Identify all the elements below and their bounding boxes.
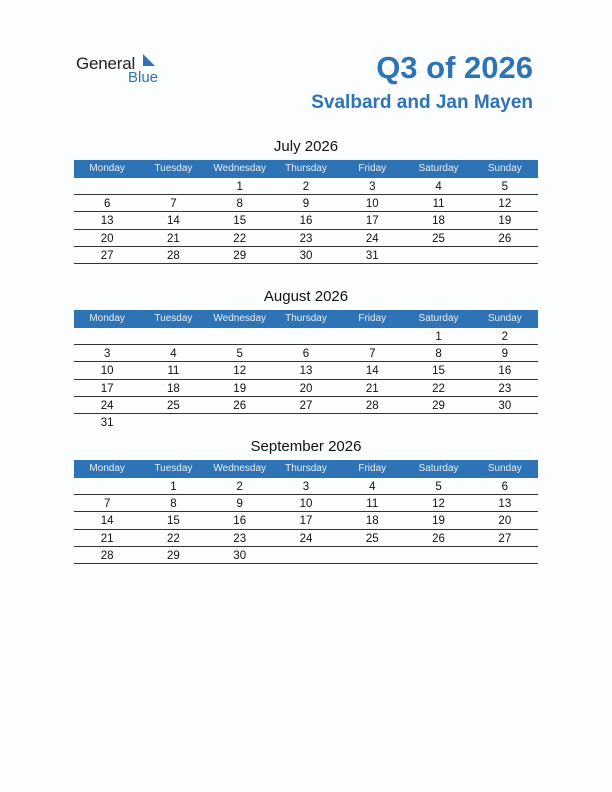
weekday-label: Saturday bbox=[418, 463, 459, 474]
day-cell: 1 bbox=[170, 481, 177, 493]
day-cell: 29 bbox=[432, 399, 445, 412]
day-cell bbox=[74, 328, 140, 344]
weekday-label: Wednesday bbox=[213, 463, 267, 474]
day-cell: 17 bbox=[365, 215, 379, 228]
week-row bbox=[74, 380, 538, 397]
day-cell bbox=[472, 414, 538, 431]
day-cell bbox=[273, 328, 339, 344]
day-cell bbox=[405, 247, 471, 263]
day-cell: 4 bbox=[170, 348, 177, 361]
day-cell: 5 bbox=[435, 481, 442, 493]
day-cell: 22 bbox=[233, 232, 247, 245]
day-cell bbox=[273, 547, 339, 563]
day-cell bbox=[472, 247, 538, 263]
month-calendar-september bbox=[74, 437, 538, 564]
day-cell: 13 bbox=[498, 498, 512, 511]
day-cell: 8 bbox=[236, 198, 243, 211]
day-cell: 29 bbox=[233, 249, 247, 262]
day-cell: 9 bbox=[302, 198, 310, 211]
day-cell: 11 bbox=[167, 365, 180, 378]
day-cell bbox=[74, 478, 140, 494]
day-cell: 21 bbox=[365, 382, 379, 395]
day-cell: 20 bbox=[299, 382, 313, 395]
logo-blue-text: Blue bbox=[128, 69, 159, 86]
day-cell: 3 bbox=[103, 348, 111, 361]
day-cell: 5 bbox=[236, 348, 243, 361]
day-cell: 14 bbox=[167, 215, 180, 228]
day-cell bbox=[140, 328, 206, 344]
day-cell bbox=[273, 414, 339, 431]
day-cell bbox=[339, 414, 405, 431]
day-cell: 23 bbox=[498, 382, 512, 395]
day-cell: 29 bbox=[167, 549, 180, 562]
day-cell: 1 bbox=[236, 181, 243, 193]
day-cell: 5 bbox=[501, 181, 509, 193]
weekday-label: Thursday bbox=[285, 463, 327, 474]
generalblue-logo bbox=[76, 52, 176, 88]
week-row bbox=[74, 478, 538, 495]
weekday-label: Monday bbox=[89, 463, 125, 474]
day-cell: 8 bbox=[435, 348, 442, 361]
day-cell: 12 bbox=[432, 498, 445, 511]
month-calendar-july bbox=[74, 137, 538, 264]
day-cell: 26 bbox=[233, 399, 247, 412]
weekday-label: Wednesday bbox=[213, 163, 267, 174]
month-title: September 2026 bbox=[250, 438, 362, 455]
day-cell: 24 bbox=[299, 532, 313, 545]
week-row bbox=[74, 230, 538, 247]
day-cell: 3 bbox=[302, 481, 310, 493]
day-cell: 10 bbox=[365, 198, 379, 211]
day-cell: 9 bbox=[501, 348, 509, 361]
day-cell: 3 bbox=[369, 181, 376, 193]
day-cell: 18 bbox=[432, 215, 445, 228]
day-cell: 11 bbox=[432, 198, 445, 211]
day-cell: 6 bbox=[501, 481, 509, 493]
day-cell: 23 bbox=[233, 532, 247, 545]
day-cell: 24 bbox=[100, 399, 114, 412]
weekday-label: Thursday bbox=[285, 313, 327, 324]
day-cell: 11 bbox=[366, 498, 379, 511]
day-cell: 31 bbox=[365, 249, 379, 262]
day-cell: 6 bbox=[302, 348, 310, 361]
month-calendar-august bbox=[74, 287, 538, 431]
day-cell: 25 bbox=[365, 532, 379, 545]
weekday-label: Monday bbox=[89, 163, 125, 174]
weekday-label: Thursday bbox=[285, 163, 327, 174]
day-cell: 9 bbox=[236, 498, 243, 511]
week-rows bbox=[74, 478, 538, 564]
weekday-label: Tuesday bbox=[154, 313, 193, 324]
week-row bbox=[74, 362, 538, 379]
weekday-header bbox=[74, 160, 538, 178]
week-row bbox=[74, 512, 538, 529]
day-cell: 1 bbox=[435, 331, 442, 343]
day-cell: 20 bbox=[100, 232, 114, 245]
day-cell: 4 bbox=[435, 181, 442, 193]
day-cell bbox=[339, 547, 405, 563]
weekday-label: Saturday bbox=[418, 313, 459, 324]
day-cell: 28 bbox=[365, 399, 379, 412]
weekday-header bbox=[74, 460, 538, 478]
day-cell: 28 bbox=[100, 549, 114, 562]
week-row bbox=[74, 397, 538, 414]
logo-general-text: General bbox=[76, 54, 136, 73]
day-cell bbox=[405, 547, 471, 563]
day-cell: 2 bbox=[236, 481, 243, 493]
weekday-label: Friday bbox=[358, 163, 387, 174]
week-rows bbox=[74, 328, 538, 431]
day-cell: 18 bbox=[365, 515, 379, 528]
day-cell: 7 bbox=[103, 498, 111, 511]
weekday-label: Monday bbox=[89, 313, 125, 324]
month-title: August 2026 bbox=[263, 288, 349, 305]
day-cell: 19 bbox=[498, 215, 512, 228]
day-cell: 17 bbox=[100, 382, 114, 395]
day-cell: 15 bbox=[432, 365, 445, 378]
weekday-header bbox=[74, 310, 538, 328]
day-cell: 30 bbox=[233, 549, 247, 562]
day-cell: 24 bbox=[365, 232, 379, 245]
week-row bbox=[74, 530, 538, 547]
day-cell bbox=[140, 414, 206, 431]
day-cell: 27 bbox=[498, 532, 512, 545]
week-row bbox=[74, 414, 538, 431]
day-cell: 25 bbox=[432, 232, 445, 245]
weekday-label: Sunday bbox=[487, 313, 522, 324]
day-cell: 2 bbox=[501, 331, 509, 343]
day-cell bbox=[405, 414, 471, 431]
day-cell: 22 bbox=[432, 382, 445, 395]
weekday-label: Tuesday bbox=[154, 163, 193, 174]
day-cell bbox=[74, 178, 140, 194]
day-cell: 12 bbox=[233, 365, 247, 378]
day-cell: 6 bbox=[103, 198, 111, 211]
day-cell: 13 bbox=[100, 215, 114, 228]
day-cell: 10 bbox=[100, 365, 114, 378]
day-cell: 30 bbox=[498, 399, 512, 412]
day-cell: 31 bbox=[100, 416, 114, 429]
day-cell: 20 bbox=[498, 515, 512, 528]
day-cell bbox=[207, 414, 273, 431]
day-cell: 14 bbox=[100, 515, 114, 528]
day-cell: 18 bbox=[167, 382, 180, 395]
week-row bbox=[74, 328, 538, 345]
weekday-label: Saturday bbox=[418, 163, 459, 174]
day-cell: 25 bbox=[167, 399, 180, 412]
weekday-label: Sunday bbox=[487, 163, 522, 174]
weekday-label: Friday bbox=[358, 313, 387, 324]
logo-triangle-icon bbox=[143, 54, 155, 66]
week-row bbox=[74, 345, 538, 362]
day-cell: 13 bbox=[299, 365, 313, 378]
page-title: Q3 of 2026 bbox=[376, 50, 533, 85]
week-row bbox=[74, 547, 538, 564]
week-row bbox=[74, 195, 538, 212]
day-cell: 15 bbox=[167, 515, 180, 528]
day-cell: 15 bbox=[233, 215, 247, 228]
day-cell: 19 bbox=[233, 382, 247, 395]
day-cell: 16 bbox=[498, 365, 512, 378]
day-cell: 28 bbox=[167, 249, 180, 262]
week-row bbox=[74, 495, 538, 512]
week-row bbox=[74, 247, 538, 264]
day-cell: 12 bbox=[498, 198, 512, 211]
day-cell: 16 bbox=[299, 215, 313, 228]
day-cell bbox=[339, 328, 405, 344]
month-title: July 2026 bbox=[273, 138, 339, 155]
day-cell bbox=[207, 328, 273, 344]
day-cell bbox=[472, 547, 538, 563]
day-cell: 7 bbox=[170, 198, 177, 211]
week-rows bbox=[74, 178, 538, 264]
day-cell: 23 bbox=[299, 232, 313, 245]
weekday-label: Tuesday bbox=[154, 463, 193, 474]
day-cell: 27 bbox=[299, 399, 313, 412]
day-cell: 14 bbox=[365, 365, 379, 378]
weekday-label: Friday bbox=[358, 463, 387, 474]
day-cell: 17 bbox=[299, 515, 313, 528]
day-cell: 21 bbox=[100, 532, 114, 545]
week-row bbox=[74, 212, 538, 229]
day-cell: 10 bbox=[299, 498, 313, 511]
day-cell: 19 bbox=[432, 515, 445, 528]
day-cell: 22 bbox=[167, 532, 180, 545]
page-subtitle: Svalbard and Jan Mayen bbox=[311, 92, 533, 113]
day-cell: 7 bbox=[369, 348, 376, 361]
day-cell: 26 bbox=[498, 232, 512, 245]
day-cell: 4 bbox=[369, 481, 376, 493]
day-cell: 21 bbox=[167, 232, 180, 245]
day-cell: 26 bbox=[432, 532, 445, 545]
week-row bbox=[74, 178, 538, 195]
weekday-label: Wednesday bbox=[213, 313, 267, 324]
day-cell: 27 bbox=[100, 249, 114, 262]
day-cell: 30 bbox=[299, 249, 313, 262]
day-cell: 16 bbox=[233, 515, 247, 528]
day-cell bbox=[140, 178, 206, 194]
day-cell: 8 bbox=[170, 498, 177, 511]
day-cell: 2 bbox=[302, 181, 310, 193]
weekday-label: Sunday bbox=[487, 463, 522, 474]
